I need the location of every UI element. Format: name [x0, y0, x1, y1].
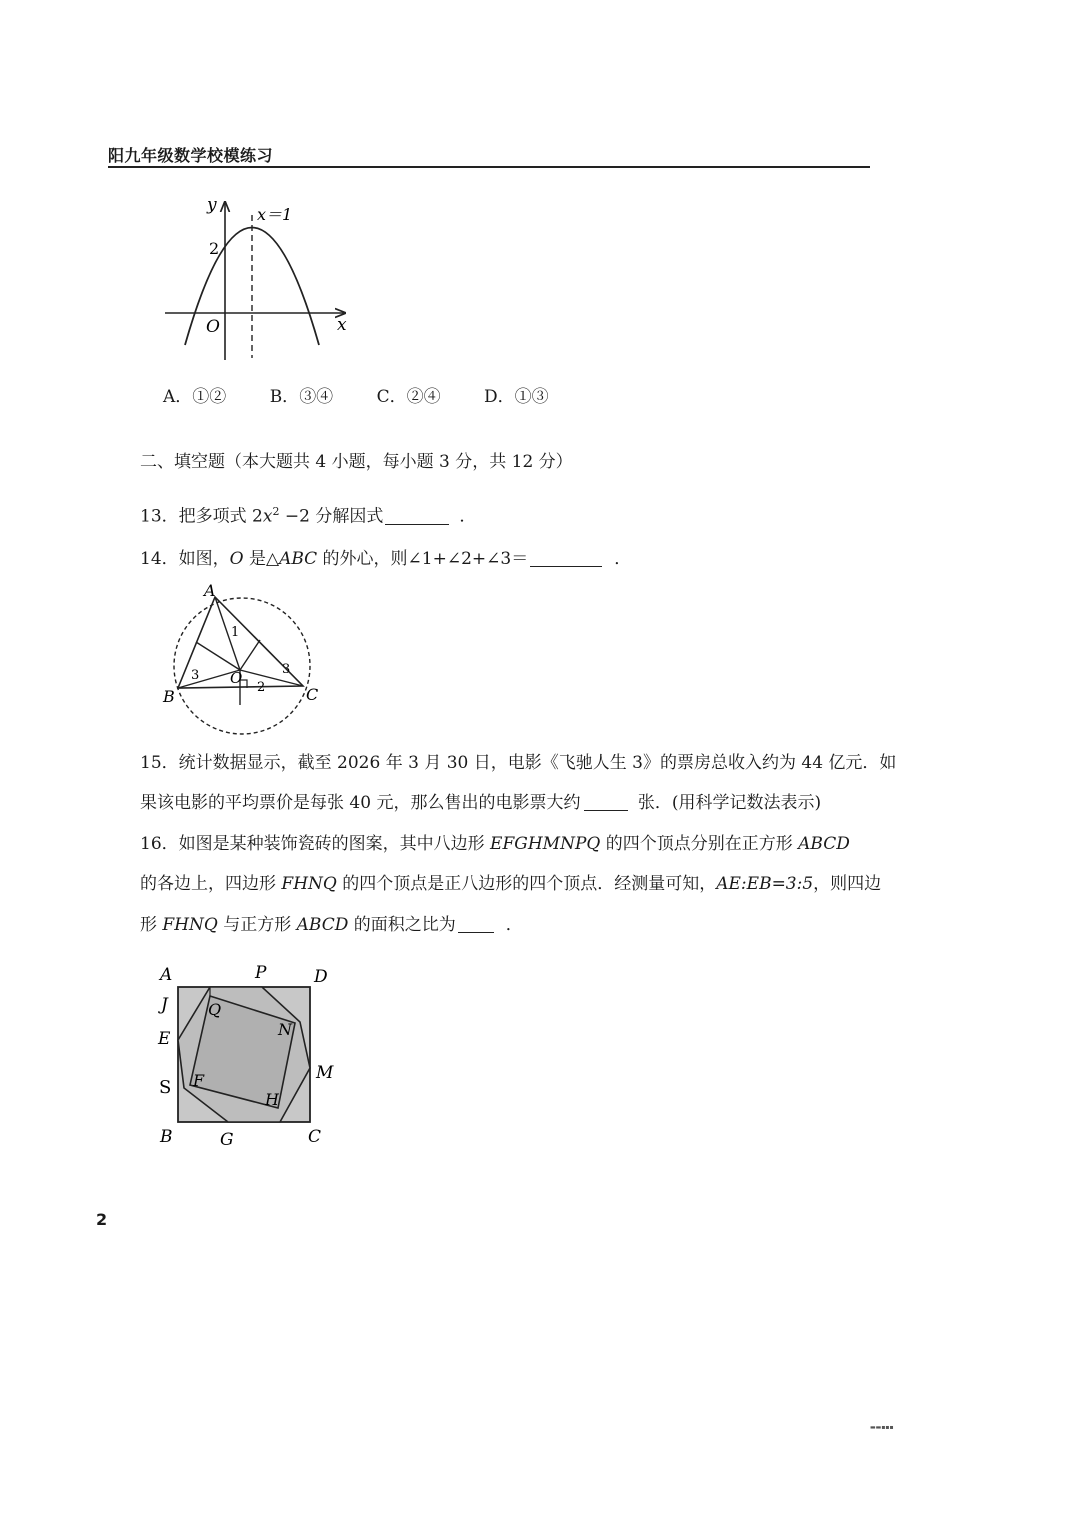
label-o: O	[230, 669, 243, 687]
section-2-title: 二、填空题（本大题共 4 小题，每小题 3 分，共 12 分）	[140, 452, 573, 472]
answer-blank-15[interactable]	[584, 794, 628, 811]
label-b: B	[160, 1127, 173, 1147]
question-15-line-2: 果该电影的平均票价是每张 40 元，那么售出的电影票大约 张．(用科学记数法表示)	[140, 793, 822, 813]
label-b: B	[163, 687, 175, 706]
page-header-title: 阳九年级数学校模练习	[108, 146, 274, 165]
label-h: H	[265, 1090, 279, 1109]
label-c: C	[308, 1127, 322, 1147]
y-axis-label: y	[207, 195, 217, 215]
answer-blank-14[interactable]	[530, 550, 602, 567]
q12-choices	[163, 382, 587, 407]
angle-label-1: 1	[231, 625, 240, 640]
label-e: E	[158, 1029, 171, 1049]
edge-mark-top: J	[161, 995, 168, 1015]
segment-co	[240, 670, 303, 686]
y-intercept-label: 2	[209, 239, 220, 258]
choice-a: A．①②	[163, 387, 227, 407]
choice-d: D．①③	[484, 387, 549, 407]
label-q: Q	[208, 1000, 222, 1019]
angle-label-2: 2	[257, 680, 266, 695]
question-15-line-1: 15．统计数据显示，截至 2026 年 3 月 30 日，电影《飞驰人生 3》的票房总收入约为 44 亿元．如	[140, 753, 897, 773]
axis-of-symmetry-label: x＝1	[257, 205, 293, 224]
answer-blank-16[interactable]	[458, 916, 494, 933]
footer-mark: ▬▬▪▪▪	[870, 1424, 894, 1431]
perpendicular-ac	[240, 640, 260, 670]
answer-blank-13[interactable]	[385, 508, 449, 525]
choice-b: B．③④	[269, 387, 334, 407]
origin-label: O	[206, 317, 220, 337]
question-14: 14．如图，O 是△ABC 的外心，则∠1+∠2+∠3＝ ．	[140, 549, 632, 569]
label-a: A	[160, 965, 173, 985]
parabola-graph	[160, 190, 360, 365]
label-f: F	[193, 1071, 205, 1090]
question-16-line-3: 形 FHNQ 与正方形 ABCD 的面积之比为 ．	[140, 915, 523, 935]
circumcircle-figure	[160, 580, 330, 735]
label-d: D	[314, 967, 328, 987]
page-number: 2	[96, 1210, 108, 1229]
question-13: 13．把多项式 $2x^2 -2$ 分解因式 ．	[140, 505, 477, 527]
angle-label-3-right: 3	[282, 662, 291, 677]
x-axis-label: x	[337, 315, 347, 335]
angle-label-3-left: 3	[191, 668, 200, 683]
label-g: G	[220, 1130, 234, 1150]
question-16-line-1: 16．如图是某种装饰瓷砖的图案，其中八边形 EFGHMNPQ 的四个顶点分别在正方形 ABCD	[140, 834, 850, 854]
perpendicular-ab	[196, 642, 240, 670]
header-divider	[108, 166, 870, 168]
tile-figure	[150, 960, 350, 1155]
label-p: P	[255, 963, 267, 983]
choice-c: C．②④	[376, 387, 441, 407]
label-m: M	[316, 1063, 334, 1083]
label-a: A	[204, 581, 216, 600]
edge-mark-bottom: S	[159, 1077, 172, 1098]
question-16-line-2: 的各边上，四边形 FHNQ 的四个顶点是正八边形的四个顶点．经测量可知，AE:EB=3:5，则四边	[140, 874, 882, 894]
label-c: C	[306, 685, 319, 704]
label-n: N	[278, 1020, 292, 1039]
